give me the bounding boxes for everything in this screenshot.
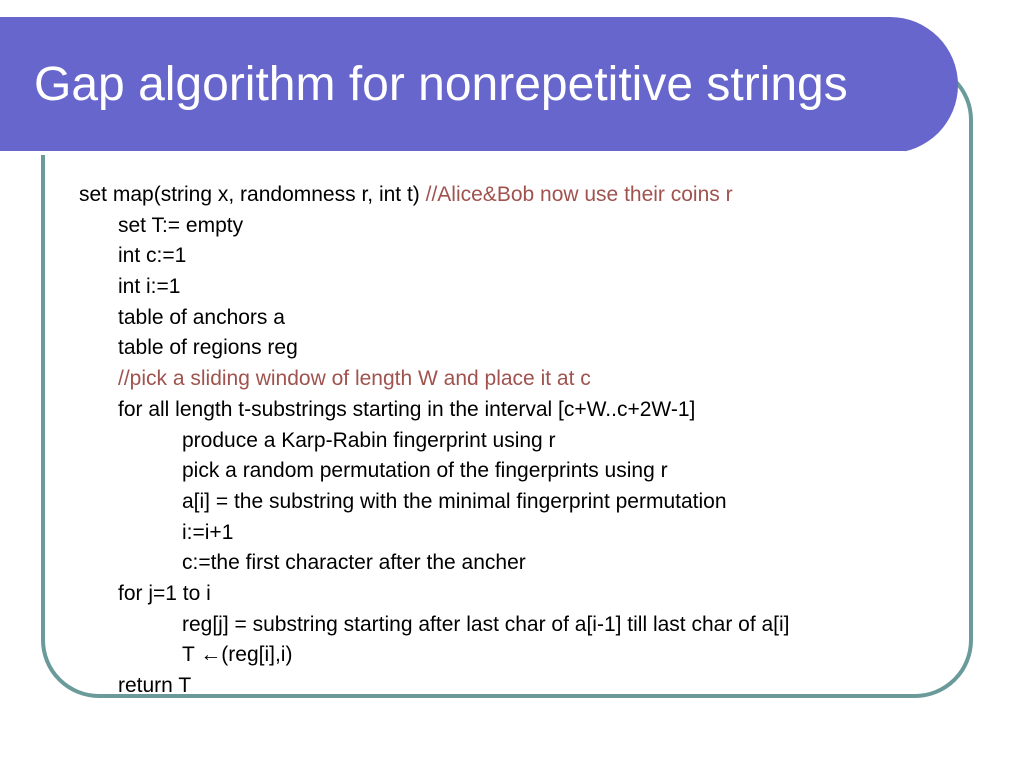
pseudocode-block [79, 180, 790, 702]
code-line [79, 518, 790, 549]
code-text: table of regions reg [118, 336, 298, 360]
code-comment: //pick a sliding window of length W and place it at c [118, 367, 591, 391]
code-line [79, 548, 790, 579]
code-text: set T:= empty [118, 213, 244, 237]
code-text: int i:=1 [118, 275, 181, 299]
code-line [79, 211, 790, 242]
code-line [79, 456, 790, 487]
slide-title: Gap algorithm for nonrepetitive strings [34, 58, 848, 111]
code-text: for j=1 to i [118, 581, 211, 605]
code-text: set map(string x, randomness r, int t) [79, 183, 426, 206]
code-text: int c:=1 [118, 244, 187, 268]
code-text: table of anchors a [118, 305, 285, 329]
code-text: c:=the first character after the ancher [182, 551, 526, 575]
code-text: for all length t-substrings starting in the interval [c+W..c+2W-1] [118, 397, 696, 421]
code-line [79, 333, 790, 364]
code-text: a[i] = the substring with the minimal fingerprint permutation [182, 489, 727, 513]
code-line [79, 671, 790, 702]
code-line [79, 364, 790, 395]
code-line [79, 487, 790, 518]
code-text: i:=i+1 [182, 520, 234, 544]
code-line [79, 180, 790, 211]
code-line [79, 303, 790, 334]
code-text: produce a Karp-Rabin fingerprint using r [182, 428, 556, 452]
code-line [79, 610, 790, 641]
code-line [79, 426, 790, 457]
title-bar [0, 17, 958, 153]
code-text: return T [118, 674, 192, 697]
code-line [79, 579, 790, 610]
title-underline [0, 151, 905, 155]
code-line [79, 640, 790, 671]
code-line [79, 241, 790, 272]
code-text: pick a random permutation of the fingerprints using r [182, 459, 668, 483]
code-text: T ←(reg[i],i) [182, 643, 293, 667]
code-line [79, 272, 790, 303]
code-text: reg[j] = substring starting after last char of a[i-1] till last char of a[i] [182, 612, 790, 636]
code-line [79, 395, 790, 426]
code-comment: //Alice&Bob now use their coins r [425, 183, 733, 206]
